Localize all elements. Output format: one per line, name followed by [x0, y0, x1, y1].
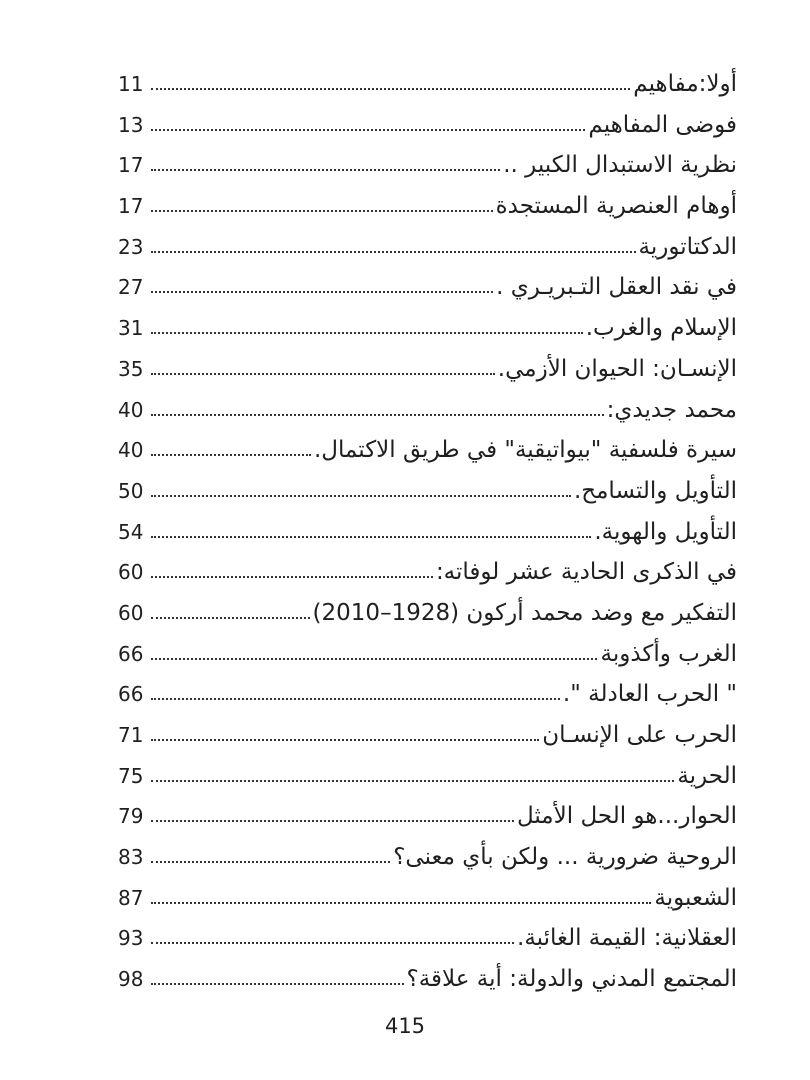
toc-entry-title: سيرة فلسفية "بيواتيقية" في طريق الاكتمال. — [313, 437, 737, 464]
toc-entry — [118, 968, 737, 1009]
leader-dots — [151, 414, 604, 416]
toc-entry — [118, 477, 737, 521]
leader-dots — [151, 169, 500, 171]
leader-dots — [151, 88, 630, 90]
toc-entry-page-number: 98 — [118, 967, 144, 992]
toc-entry-title: محمد جديدي: — [606, 396, 737, 423]
table-of-contents — [118, 73, 737, 1009]
toc-entry — [118, 927, 737, 968]
toc-entry-title: الحرية — [677, 762, 737, 789]
toc-entry — [118, 724, 737, 765]
toc-entry-title: الغرب وأكذوبة — [600, 640, 737, 667]
leader-dots — [151, 861, 390, 863]
leader-dots — [151, 698, 560, 700]
toc-entry — [118, 884, 737, 928]
toc-entry-page-number: 87 — [118, 885, 144, 910]
leader-dots — [151, 536, 591, 538]
toc-entry — [118, 317, 737, 358]
toc-entry-page-number: 79 — [118, 804, 144, 829]
leader-dots — [151, 658, 597, 660]
toc-entry-title: التأويل والتسامح. — [573, 477, 737, 504]
toc-entry-page-number: 40 — [118, 397, 144, 422]
toc-entry-page-number: 60 — [118, 560, 144, 585]
toc-entry-page-number: 60 — [118, 600, 144, 625]
leader-dots — [151, 291, 493, 293]
toc-entry — [118, 640, 737, 684]
leader-dots — [151, 820, 514, 822]
leader-dots — [151, 373, 495, 375]
leader-dots — [151, 739, 539, 741]
leader-dots — [151, 576, 433, 578]
leader-dots — [151, 454, 311, 456]
toc-entry-page-number: 71 — [118, 723, 144, 747]
toc-entry-title: المجتمع المدني والدولة: أية علاقة؟ — [406, 966, 737, 993]
toc-entry-page-number: 23 — [118, 234, 144, 259]
leader-dots — [151, 983, 404, 985]
toc-entry — [118, 355, 737, 399]
toc-entry-title: أوهام العنصرية المستجدة — [495, 193, 737, 220]
leader-dots — [151, 780, 674, 782]
leader-dots — [151, 495, 571, 497]
toc-entry-title: الحرب على الإنسـان — [542, 722, 737, 748]
toc-entry — [118, 439, 737, 480]
leader-dots — [151, 902, 651, 904]
toc-entry-page-number: 50 — [118, 478, 144, 503]
toc-entry — [118, 805, 737, 846]
toc-entry — [118, 561, 737, 602]
toc-entry — [118, 111, 737, 155]
toc-entry-page-number: 40 — [118, 438, 144, 463]
toc-entry-title: " الحرب العادلة ". — [562, 681, 737, 708]
toc-entry-title: الإسلام والغرب. — [585, 315, 737, 342]
toc-entry-title: العقلانية: القيمة الغائبة. — [517, 925, 737, 952]
folio-number: 415 — [384, 1014, 426, 1038]
toc-entry-title: الإنسـان: الحيوان الأزمي. — [497, 355, 737, 382]
leader-dots — [151, 617, 310, 619]
leader-dots — [151, 210, 493, 212]
toc-entry-title: الدكتاتورية — [638, 233, 737, 260]
toc-entry-page-number: 93 — [118, 926, 144, 951]
toc-entry — [118, 846, 737, 887]
toc-entry-page-number: 27 — [118, 275, 144, 300]
toc-entry-title: فوضى المفاهيم — [588, 111, 737, 138]
toc-entry — [118, 599, 737, 643]
leader-dots — [151, 332, 583, 334]
toc-entry-title: الحوار...هو الحل الأمثل — [516, 803, 737, 830]
toc-entry-page-number: 11 — [118, 72, 144, 96]
toc-entry-title: الشعبوية — [654, 884, 737, 911]
toc-entry — [118, 233, 737, 277]
toc-entry — [118, 73, 737, 114]
toc-entry — [118, 195, 737, 236]
leader-dots — [151, 251, 636, 253]
toc-entry-page-number: 54 — [118, 519, 144, 544]
toc-entry — [118, 683, 737, 724]
toc-entry-page-number: 17 — [118, 153, 144, 178]
toc-entry-page-number: 66 — [118, 682, 144, 707]
toc-entry-title: نظرية الاستبدال الكبير .. — [503, 152, 737, 179]
toc-entry-title: في الذكرى الحادية عشر لوفاته: — [435, 559, 737, 586]
toc-entry-page-number: 66 — [118, 641, 144, 666]
toc-entry-title: الروحية ضرورية ... ولكن بأي معنى؟ — [393, 844, 737, 871]
toc-entry-page-number: 17 — [118, 194, 144, 219]
toc-entry — [118, 518, 737, 562]
leader-dots — [151, 129, 585, 131]
toc-entry — [118, 154, 737, 195]
toc-entry-page-number: 75 — [118, 763, 144, 788]
toc-entry-title: في نقد العقل التـبريـري . — [496, 274, 737, 301]
toc-entry-page-number: 35 — [118, 356, 144, 381]
toc-entry-title: التأويل والهوية. — [594, 518, 737, 545]
toc-entry-title: التفكير مع وضد محمد أركون (1928–2010) — [312, 599, 737, 626]
toc-entry-page-number: 83 — [118, 845, 144, 870]
toc-entry-page-number: 13 — [118, 112, 144, 137]
leader-dots — [151, 942, 514, 944]
toc-entry-page-number: 31 — [118, 316, 144, 341]
page-footer — [0, 1016, 810, 1037]
toc-entry — [118, 762, 737, 806]
toc-entry — [118, 396, 737, 440]
toc-entry — [118, 276, 737, 317]
toc-entry-title: أولا:مفاهيم — [633, 71, 737, 97]
